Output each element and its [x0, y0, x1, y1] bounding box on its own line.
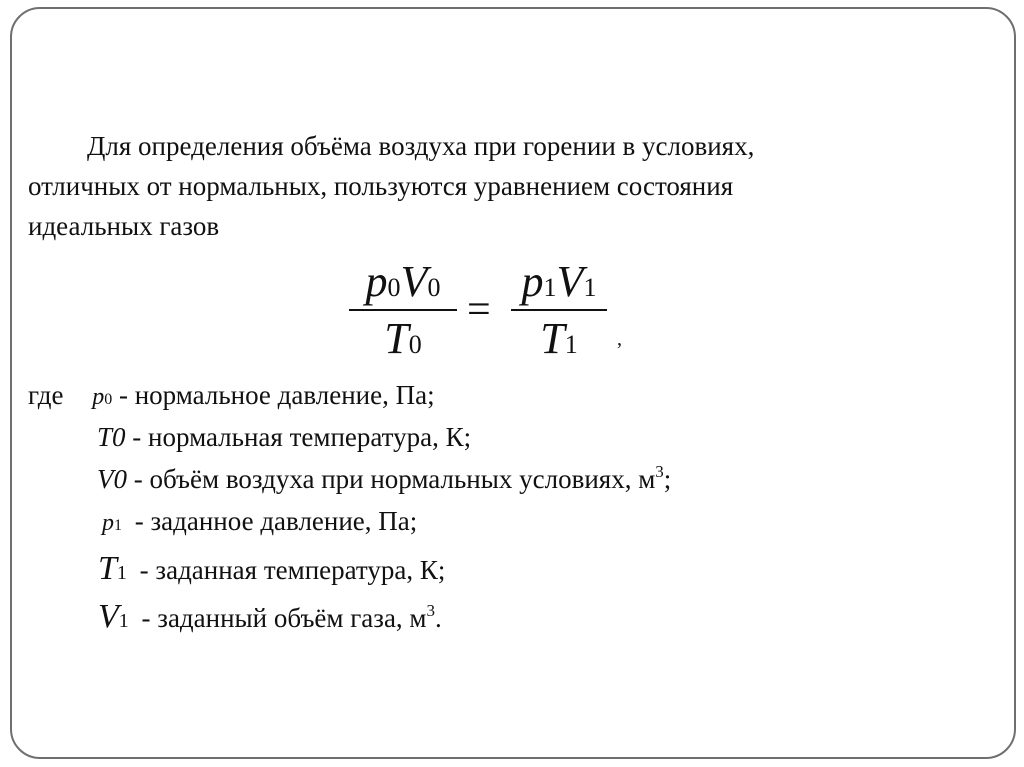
ideal-gas-equation — [349, 256, 649, 372]
left-denominator: T0 — [384, 314, 422, 363]
right-denominator: T1 — [540, 314, 578, 363]
intro-line-1: Для определения объёма воздуха при горении в условиях, — [87, 131, 755, 161]
symbol-v0: V0 — [97, 464, 127, 494]
symbol-t1: T1 — [98, 550, 127, 587]
symbol-v1: V1 — [98, 598, 129, 635]
left-numerator: p0V0 — [365, 257, 441, 306]
equation-comma: , — [617, 328, 622, 350]
right-fraction-bar — [511, 309, 607, 311]
symbol-p1: p1 — [102, 510, 122, 536]
definition-t1: T1 - заданная температура, К; — [98, 550, 446, 587]
definition-t0: T0 - нормальная температура, К; — [97, 422, 472, 452]
intro-line-2: отличных от нормальных, пользуются уравнением состояния — [28, 171, 734, 201]
symbol-p0: p0 — [92, 384, 113, 410]
definition-p0: где p0 - нормальное давление, Па; — [28, 380, 435, 410]
left-fraction-bar — [349, 309, 457, 311]
left-fraction — [349, 256, 457, 364]
intro-line-3: идеальных газов — [28, 211, 220, 241]
symbol-t0: T0 — [97, 422, 126, 452]
right-fraction — [511, 256, 607, 364]
intro-paragraph — [28, 126, 946, 246]
where-label: где — [28, 380, 64, 410]
definition-v0: V0 - объём воздуха при нормальных условиях, $м^3$; — [97, 462, 672, 494]
equals-sign: = — [467, 287, 491, 333]
right-numerator: p1V1 — [521, 257, 597, 306]
definition-v1: V1 - заданный объём газа, $м^3$. — [98, 598, 442, 635]
definition-p1: p1 - заданное давление, Па; — [102, 506, 418, 536]
